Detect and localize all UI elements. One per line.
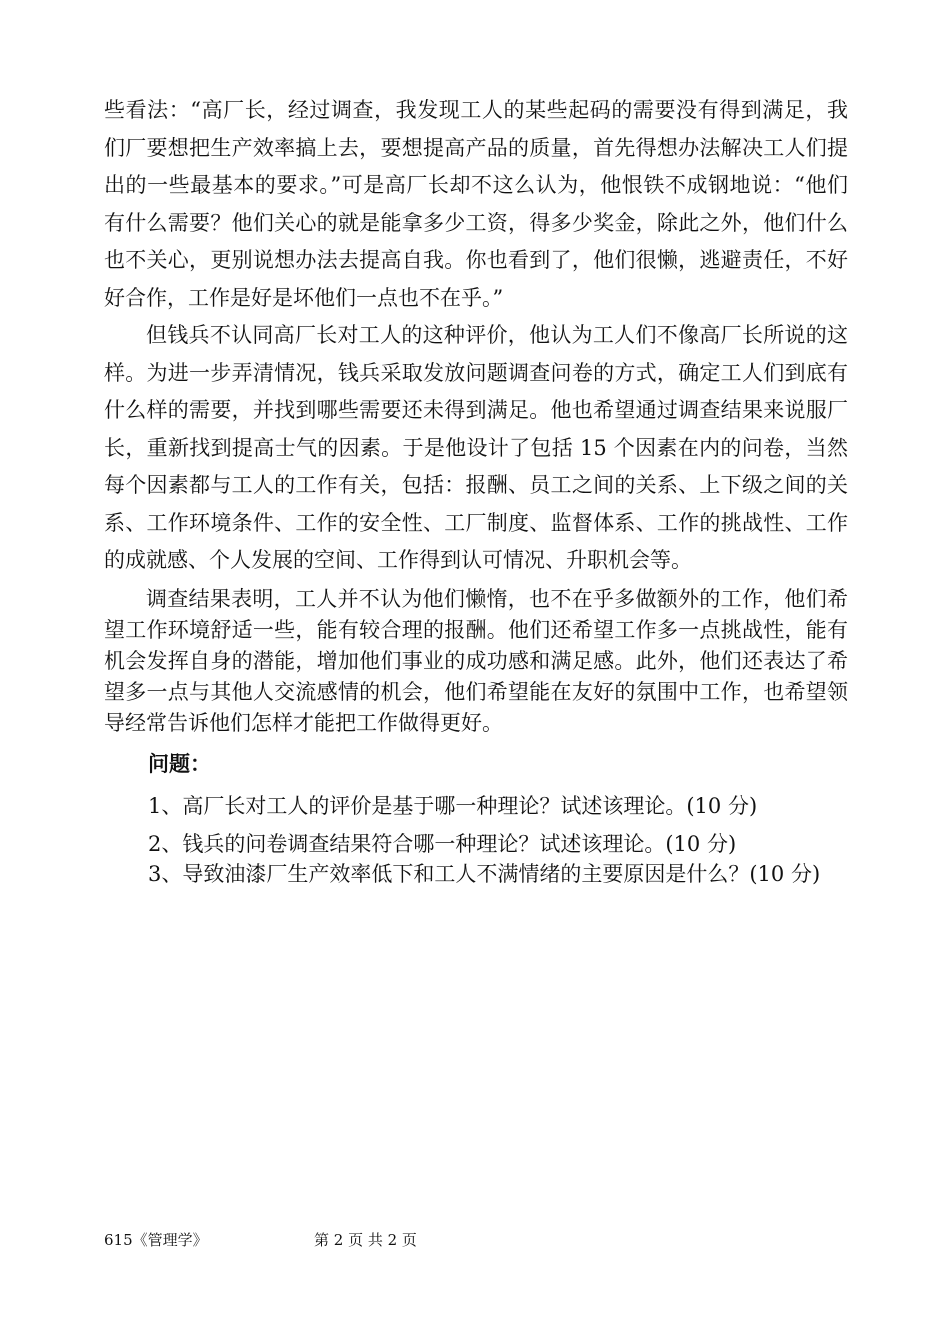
paragraph-1: 些看法：“高厂长，经过调查，我发现工人的某些起码的需要没有得到满足，我们厂要想把生产效率搞上去，要想提高产品的质量，首先得想办法解决工人们提出的一些最基本的要求。”可是高厂长却不这么认为，他恨铁不成钢地说：“他们有什么需要？他们关心的就是能拿多少工资，得多少奖金，除此之外，他们什么也不关心，更别说想办法去提高自我。你也看到了，他们很懒，逃避责任，不好好合作，工作是好是坏他们一点也不在乎。” bbox=[104, 98, 848, 310]
question-3: 3、导致油漆厂生产效率低下和工人不满情绪的主要原因是什么？(10 分) bbox=[148, 861, 821, 886]
page-footer bbox=[104, 1230, 417, 1250]
paragraph-3: 调查结果表明，工人并不认为他们懒惰，也不在乎多做额外的工作，他们希望工作环境舒适一些，能有较合理的报酬。他们还希望工作多一点挑战性，能有机会发挥自身的潜能，增加他们事业的成功感和满足感。此外，他们还表达了希望多一点与其他人交流感情的机会，他们希望能在友好的氛围中工作，也希望领导经常告诉他们怎样才能把工作做得更好。 bbox=[104, 586, 848, 735]
case-text bbox=[104, 92, 848, 889]
footer-course: 615《管理学》 bbox=[104, 1231, 208, 1249]
footer-page-info: 第 2 页 共 2 页 bbox=[314, 1231, 417, 1249]
questions-heading: 问题： bbox=[148, 750, 211, 776]
paragraph-2: 但钱兵不认同高厂长对工人的这种评价，他认为工人们不像高厂长所说的这样。为进一步弄清情况，钱兵采取发放问题调查问卷的方式，确定工人们到底有什么样的需要，并找到哪些需要还未得到满足。他也希望通过调查结果来说服厂长，重新找到提高士气的因素。于是他设计了包括 15 个因素在内的问卷，当然每个因素都与工人的工作有关，包括：报酬、员工之间的关系、上下级之间的关系、工作环境条件、工作的安全性、工厂制度、监督体系、工作的挑战性、工作的成就感、个人发展的空间、工作得到认可情况、升职机会等。 bbox=[104, 323, 848, 572]
question-1: 1、高厂长对工人的评价是基于哪一种理论？试述该理论。(10 分) bbox=[148, 793, 758, 818]
question-2: 2、钱兵的问卷调查结果符合哪一种理论？试述该理论。(10 分) bbox=[148, 831, 737, 856]
